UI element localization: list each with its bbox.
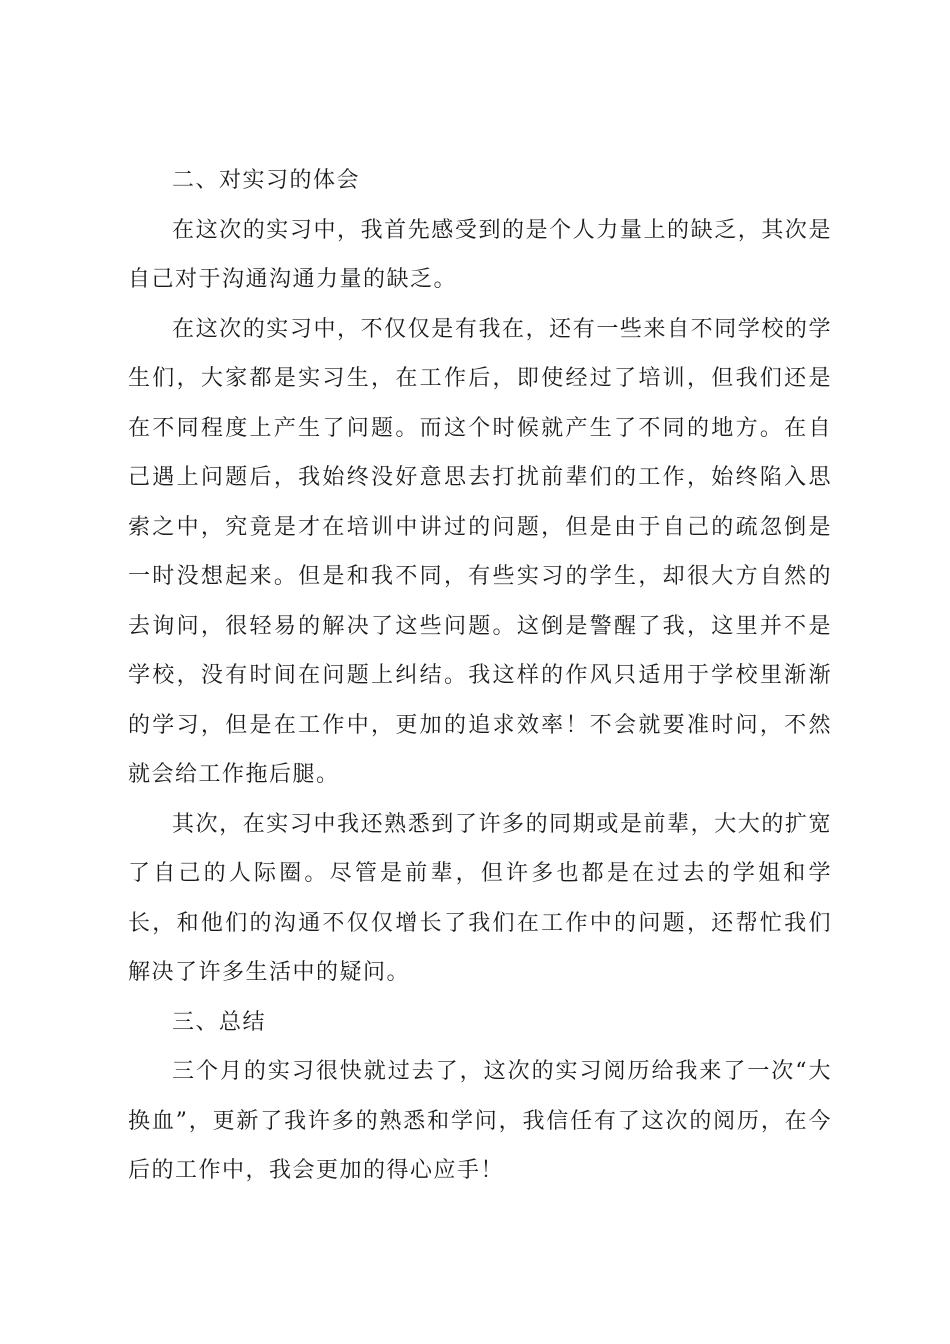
body-paragraph: 三个月的实习很快就过去了，这次的实习阅历给我来了一次“大换血”，更新了我许多的熟悉和学问，我信任有了这次的阅历，在今后的工作中，我会更加的得心应手！ [128, 1059, 832, 1183]
body-paragraph: 在这次的实习中，不仅仅是有我在，还有一些来自不同学校的学生们，大家都是实习生，在工作后，即使经过了培训，但我们还是在不同程度上产生了问题。而这个时候就产生了不同的地方。在自己遇上问题后，我始终没好意思去打扰前辈们的工作，始终陷入思索之中，究竟是才在培训中讲过的问题，但是由于自己的疏忽倒是一时没想起来。但是和我不同，有些实习的学生，却很大方自然的去询问，很轻易的解决了这些问题。这倒是警醒了我，这里并不是学校，没有时间在问题上纠结。我这样的作风只适用于学校里渐渐的学习，但是在工作中，更加的追求效率！不会就要准时问，不然就会给工作拖后腿。 [128, 316, 832, 787]
section-heading: 二、对实习的体会 [172, 168, 361, 193]
document-body [128, 156, 832, 1196]
section-heading: 三、总结 [172, 1009, 267, 1035]
body-paragraph: 其次，在实习中我还熟悉到了许多的同期或是前辈，大大的扩宽了自己的人际圈。尽管是前辈，但许多也都是在过去的学姐和学长，和他们的沟通不仅仅增长了我们在工作中的问题，还帮忙我们解决了许多生活中的疑问。 [128, 811, 832, 985]
body-paragraph: 在这次的实习中，我首先感受到的是个人力量上的缺乏，其次是自己对于沟通沟通力量的缺乏。 [128, 217, 832, 292]
